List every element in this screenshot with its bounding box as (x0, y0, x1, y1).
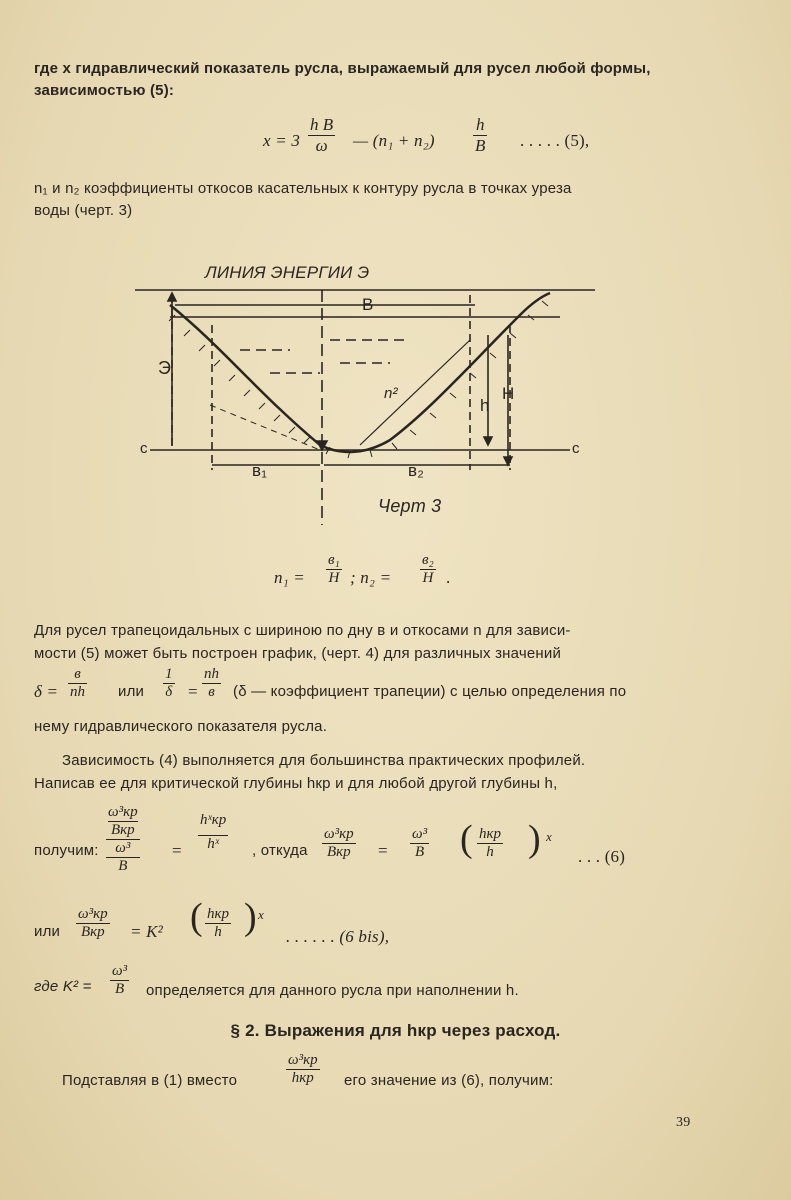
frac-num: ω³ (115, 840, 131, 856)
p1-fraction2 (163, 666, 175, 701)
frac-num: ω³кр (78, 906, 108, 922)
text-line: Зависимость (4) выполняется для большинства практических профилей. (62, 752, 586, 769)
frac-num: ω³кр (108, 804, 138, 820)
eq6-otk: , откуда (252, 842, 308, 859)
fig-b2-label: в₂ (408, 461, 425, 480)
frac-num: ω³кр (324, 826, 354, 842)
fig-h-label: h (480, 396, 490, 415)
section-heading: § 2. Выражения для hкр через расход. (230, 1021, 561, 1040)
fig-H-label: H (502, 384, 515, 403)
eq6b-frac2 (205, 906, 231, 941)
eq5-num2: h (475, 115, 485, 134)
eq-n2-fraction (420, 552, 436, 587)
eq-n1-fraction (326, 552, 342, 587)
eq5-den2: B (475, 136, 486, 155)
eq6b-number: . . . . . . (6 bis), (286, 927, 390, 946)
p1-delta: δ = (34, 682, 59, 701)
frac-den: H (420, 569, 436, 587)
frac-num: ω³ (412, 826, 428, 842)
frac-den: в (202, 683, 221, 701)
fig-b1-label: в₁ (252, 461, 268, 480)
arrow-icon (504, 457, 512, 465)
eq-dot: . (446, 568, 451, 587)
fig-e-label: Э (158, 358, 172, 378)
p1-rest: (δ — коэффициент трапеции) с целью определения по (233, 683, 627, 700)
paren-close: ) (244, 896, 257, 938)
eq6-number: . . . (6) (578, 847, 626, 866)
frac-num: в (74, 666, 81, 682)
tangent-line (360, 340, 470, 445)
eq6-frac2 (322, 826, 356, 861)
frac-den: B (110, 980, 129, 998)
eq5-num: h B (310, 115, 334, 134)
eq6b-label: или (34, 923, 61, 940)
gde-frac (110, 963, 129, 998)
fig-c-left: c (140, 440, 148, 457)
frac-den: Bкр (76, 923, 110, 941)
eq6b-K: = K² (130, 922, 163, 941)
eq5-den: ω (308, 135, 335, 156)
fig-n2-label: n² (384, 385, 398, 402)
p1-fraction3 (202, 666, 221, 701)
eq6-hfrac (198, 812, 228, 853)
p1-or: или (118, 683, 145, 700)
frac-num: в₂ (422, 552, 434, 568)
eq6-frac3 (410, 826, 429, 861)
text-line: Для русел трапецоидальных с шириною по дну в и откосами n для зависи- (34, 622, 571, 639)
bed-hatching (169, 301, 548, 458)
eq6-label: получим: (34, 842, 99, 859)
eq6-bottom (106, 840, 140, 875)
p1-fraction (68, 666, 87, 701)
frac-num: hкр (207, 906, 230, 922)
frac-num: hкр (479, 826, 502, 842)
last-line-a: Подставляя в (1) вместо (62, 1072, 238, 1089)
frac-den: Bкр (108, 821, 138, 839)
frac-num: hˣкр (200, 812, 227, 828)
frac-num: 1 (165, 666, 173, 682)
fig-caption: Черт 3 (378, 496, 442, 516)
fig-c-right: c (572, 440, 580, 457)
frac-num: ω³ (112, 963, 128, 979)
arrow-icon (168, 293, 176, 301)
frac-den: nh (70, 684, 85, 700)
tangent-line-left (210, 405, 320, 450)
text-line: Написав ее для критической глубины hкр и для любой другой глубины h, (34, 775, 558, 792)
eq-n1: n₁ = (274, 568, 305, 587)
frac-num: nh (204, 666, 219, 682)
eq6-compound-fraction (106, 804, 140, 875)
paren-close: ) (528, 818, 541, 860)
frac-den: hˣ (198, 835, 228, 853)
eq6b-frac (76, 906, 110, 941)
last-line-b: его значение из (6), получим: (344, 1072, 554, 1089)
fig-energy-label: ЛИНИЯ ЭНЕРГИИ Э (205, 263, 370, 282)
eq5-number: . . . . . (5), (520, 131, 590, 150)
p1-eq: = (188, 682, 198, 701)
text-line: нему гидравлического показателя русла. (34, 718, 328, 735)
fig-b-label: B (362, 295, 374, 314)
frac-den: Bкр (322, 843, 356, 861)
text-line: воды (черт. 3) (34, 202, 133, 219)
page-number: 39 (676, 1115, 691, 1130)
text-line: зависимостью (5): (34, 82, 175, 99)
eq5-mid: — (n₁ + n₂) (353, 131, 435, 150)
frac-den: hкр (286, 1069, 320, 1087)
eq5-lhs: x = 3 (263, 131, 301, 150)
frac-num: в₁ (328, 552, 340, 568)
eq6-top (106, 804, 140, 840)
frac-den: H (326, 569, 342, 587)
paren-open: ( (460, 818, 473, 860)
eq6b-exp: x (258, 907, 264, 922)
frac-num: ω³кр (288, 1052, 318, 1068)
frac-den: δ (163, 683, 175, 701)
gde-K: где K² = (34, 978, 92, 995)
eq6-exp: x (546, 829, 552, 844)
text-line: где x гидравлический показатель русла, выражаемый для русел любой формы, (34, 60, 651, 77)
text-line: мости (5) может быть построен график, (черт. 4) для различных значений (34, 645, 562, 662)
frac-den: h (477, 843, 503, 861)
last-frac (286, 1052, 320, 1087)
eq5-fraction (308, 115, 335, 156)
frac-den: B (106, 857, 140, 875)
text-line: n₁ и n₂ коэффициенты откосов касательных к контуру русла в точках уреза (34, 180, 572, 197)
gde-rest: определяется для данного русла при наполнении h. (146, 982, 519, 999)
eq-sep: ; n₂ = (350, 568, 392, 587)
eq5-fraction2 (473, 115, 487, 156)
paren-open: ( (190, 896, 203, 938)
eq6-eq2: = (378, 841, 388, 860)
frac-den: h (205, 923, 231, 941)
eq6-frac4 (477, 826, 503, 861)
eq6-eq: = (172, 841, 182, 860)
frac-den: B (410, 843, 429, 861)
arrow-icon (484, 437, 492, 445)
